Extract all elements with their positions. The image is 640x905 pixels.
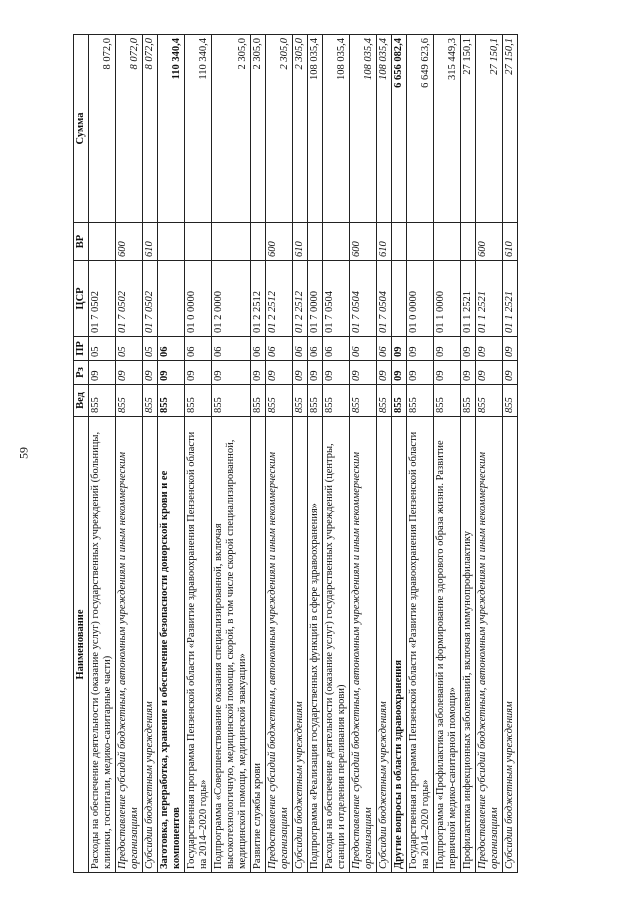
cell-sum: 27 150,1 bbox=[461, 35, 476, 223]
cell-rz: 09 bbox=[323, 361, 350, 385]
cell-ved: 855 bbox=[89, 385, 116, 417]
cell-vr: 610 bbox=[503, 223, 518, 261]
table-row bbox=[407, 35, 434, 873]
cell-csr: 01 7 0504 bbox=[323, 261, 350, 337]
table-row bbox=[323, 35, 350, 873]
cell-vr: 600 bbox=[116, 223, 143, 261]
table-header-row bbox=[74, 35, 89, 873]
cell-name: Заготовка, переработка, хранение и обеспечение безопасности донорской крови и ее компонентов bbox=[158, 417, 185, 873]
cell-name: Субсидии бюджетным учреждениям bbox=[293, 417, 308, 873]
cell-csr: 01 0 0000 bbox=[407, 261, 434, 337]
cell-rz: 09 bbox=[503, 361, 518, 385]
cell-sum: 2 305,0 bbox=[266, 35, 293, 223]
header-vr: ВР bbox=[74, 223, 89, 261]
cell-rz: 09 bbox=[251, 361, 266, 385]
cell-vr: 610 bbox=[377, 223, 392, 261]
cell-csr: 01 7 0504 bbox=[350, 261, 377, 337]
cell-sum: 108 035,4 bbox=[350, 35, 377, 223]
cell-csr: 01 7 0000 bbox=[308, 261, 323, 337]
cell-csr: 01 2 2512 bbox=[251, 261, 266, 337]
cell-vr bbox=[251, 223, 266, 261]
cell-sum: 2 305,0 bbox=[251, 35, 266, 223]
cell-vr bbox=[392, 223, 407, 261]
cell-vr: 610 bbox=[293, 223, 308, 261]
cell-name: Расходы на обеспечение деятельности (оказание услуг) государственных учреждений (больницы, клиники, госпитали, медико-санитарные части) bbox=[89, 417, 116, 873]
cell-vr bbox=[323, 223, 350, 261]
page-number: 59 bbox=[16, 447, 31, 459]
table-row bbox=[89, 35, 116, 873]
cell-ved: 855 bbox=[476, 385, 503, 417]
cell-sum: 108 035,4 bbox=[377, 35, 392, 223]
table-row bbox=[377, 35, 392, 873]
cell-vr bbox=[89, 223, 116, 261]
cell-pr: 09 bbox=[407, 337, 434, 361]
cell-name: Предоставление субсидий бюджетным, автономным учреждениям и иным некоммерческим организациям bbox=[476, 417, 503, 873]
cell-pr: 06 bbox=[293, 337, 308, 361]
cell-vr: 600 bbox=[266, 223, 293, 261]
cell-sum: 110 340,4 bbox=[185, 35, 212, 223]
cell-ved: 855 bbox=[323, 385, 350, 417]
cell-csr: 01 7 0502 bbox=[143, 261, 158, 337]
cell-rz: 09 bbox=[266, 361, 293, 385]
cell-vr: 600 bbox=[476, 223, 503, 261]
cell-pr: 06 bbox=[212, 337, 251, 361]
cell-vr bbox=[434, 223, 461, 261]
header-pr: ПР bbox=[74, 337, 89, 361]
cell-vr bbox=[308, 223, 323, 261]
table-row bbox=[158, 35, 185, 873]
cell-rz: 09 bbox=[185, 361, 212, 385]
cell-pr: 09 bbox=[503, 337, 518, 361]
cell-pr: 06 bbox=[308, 337, 323, 361]
cell-pr: 09 bbox=[476, 337, 503, 361]
cell-csr: 01 7 0502 bbox=[89, 261, 116, 337]
cell-rz: 09 bbox=[158, 361, 185, 385]
cell-csr: 01 1 0000 bbox=[434, 261, 461, 337]
cell-vr bbox=[407, 223, 434, 261]
cell-pr: 06 bbox=[377, 337, 392, 361]
header-sum: Сумма bbox=[74, 35, 89, 223]
cell-name: Субсидии бюджетным учреждениям bbox=[143, 417, 158, 873]
table-row bbox=[392, 35, 407, 873]
budget-table bbox=[73, 34, 518, 873]
cell-sum: 6 656 082,4 bbox=[392, 35, 407, 223]
table-row bbox=[461, 35, 476, 873]
header-name: Наименование bbox=[74, 417, 89, 873]
cell-name: Подпрограмма «Совершенствование оказания специализированной, включая высокотехнологичную, медицинской помощи, скорой, в том числе скорой специализированной, медицинской помощи, медицинской эвакуации» bbox=[212, 417, 251, 873]
cell-ved: 855 bbox=[293, 385, 308, 417]
header-rz: Рз bbox=[74, 361, 89, 385]
cell-pr: 06 bbox=[158, 337, 185, 361]
cell-name: Развитие службы крови bbox=[251, 417, 266, 873]
cell-sum: 27 150,1 bbox=[476, 35, 503, 223]
cell-ved: 855 bbox=[158, 385, 185, 417]
cell-sum: 8 072,0 bbox=[116, 35, 143, 223]
cell-rz: 09 bbox=[212, 361, 251, 385]
cell-vr bbox=[461, 223, 476, 261]
cell-rz: 09 bbox=[89, 361, 116, 385]
cell-csr bbox=[392, 261, 407, 337]
cell-vr bbox=[158, 223, 185, 261]
cell-pr: 06 bbox=[251, 337, 266, 361]
cell-csr: 01 2 0000 bbox=[212, 261, 251, 337]
cell-vr: 610 bbox=[143, 223, 158, 261]
cell-sum: 2 305,0 bbox=[293, 35, 308, 223]
cell-ved: 855 bbox=[461, 385, 476, 417]
cell-pr: 06 bbox=[266, 337, 293, 361]
header-ved: Вед bbox=[74, 385, 89, 417]
rotated-table-container bbox=[73, 35, 571, 873]
cell-csr: 01 2 2512 bbox=[293, 261, 308, 337]
cell-pr: 05 bbox=[116, 337, 143, 361]
cell-ved: 855 bbox=[434, 385, 461, 417]
cell-rz: 09 bbox=[461, 361, 476, 385]
cell-sum: 6 649 623,6 bbox=[407, 35, 434, 223]
cell-name: Предоставление субсидий бюджетным, автономным учреждениям и иным некоммерческим организациям bbox=[116, 417, 143, 873]
table-row bbox=[476, 35, 503, 873]
table-row bbox=[212, 35, 251, 873]
cell-name: Профилактика инфекционных заболеваний, включая иммунопрофилактику bbox=[461, 417, 476, 873]
cell-ved: 855 bbox=[212, 385, 251, 417]
cell-name: Расходы на обеспечение деятельности (оказание услуг) государственных учреждений (центры, станции и отделения переливания крови) bbox=[323, 417, 350, 873]
cell-name: Предоставление субсидий бюджетным, автономным учреждениям и иным некоммерческим организациям bbox=[350, 417, 377, 873]
table-row bbox=[350, 35, 377, 873]
cell-sum: 108 035,4 bbox=[308, 35, 323, 223]
table-row bbox=[143, 35, 158, 873]
table-row bbox=[503, 35, 518, 873]
cell-pr: 06 bbox=[185, 337, 212, 361]
cell-csr: 01 7 0504 bbox=[377, 261, 392, 337]
cell-ved: 855 bbox=[377, 385, 392, 417]
cell-name: Другие вопросы в области здравоохранения bbox=[392, 417, 407, 873]
cell-rz: 09 bbox=[308, 361, 323, 385]
cell-csr: 01 1 2521 bbox=[503, 261, 518, 337]
table-body bbox=[89, 35, 518, 873]
cell-ved: 855 bbox=[392, 385, 407, 417]
cell-name: Государственная программа Пензенской области «Развитие здравоохранения Пензенской области на 2014–2020 годы» bbox=[185, 417, 212, 873]
cell-rz: 09 bbox=[293, 361, 308, 385]
cell-ved: 855 bbox=[407, 385, 434, 417]
cell-pr: 05 bbox=[89, 337, 116, 361]
cell-name: Предоставление субсидий бюджетным, автономным учреждениям и иным некоммерческим организациям bbox=[266, 417, 293, 873]
cell-pr: 09 bbox=[392, 337, 407, 361]
table-row bbox=[251, 35, 266, 873]
cell-name: Государственная программа Пензенской области «Развитие здравоохранения Пензенской области на 2014–2020 годы» bbox=[407, 417, 434, 873]
table-row bbox=[185, 35, 212, 873]
cell-name: Подпрограмма «Реализация государственных функций в сфере здравоохранения» bbox=[308, 417, 323, 873]
cell-rz: 09 bbox=[143, 361, 158, 385]
cell-ved: 855 bbox=[185, 385, 212, 417]
cell-ved: 855 bbox=[251, 385, 266, 417]
cell-ved: 855 bbox=[116, 385, 143, 417]
cell-rz: 09 bbox=[377, 361, 392, 385]
cell-csr bbox=[158, 261, 185, 337]
cell-sum: 110 340,4 bbox=[158, 35, 185, 223]
cell-sum: 315 449,3 bbox=[434, 35, 461, 223]
cell-name: Субсидии бюджетным учреждениям bbox=[377, 417, 392, 873]
cell-sum: 8 072,0 bbox=[143, 35, 158, 223]
cell-pr: 06 bbox=[323, 337, 350, 361]
cell-rz: 09 bbox=[392, 361, 407, 385]
cell-ved: 855 bbox=[350, 385, 377, 417]
cell-csr: 01 1 2521 bbox=[476, 261, 503, 337]
cell-ved: 855 bbox=[266, 385, 293, 417]
table-row bbox=[266, 35, 293, 873]
cell-ved: 855 bbox=[143, 385, 158, 417]
cell-pr: 06 bbox=[350, 337, 377, 361]
cell-ved: 855 bbox=[308, 385, 323, 417]
cell-pr: 05 bbox=[143, 337, 158, 361]
cell-csr: 01 7 0502 bbox=[116, 261, 143, 337]
cell-rz: 09 bbox=[116, 361, 143, 385]
cell-name: Субсидии бюджетным учреждениям bbox=[503, 417, 518, 873]
cell-name: Подпрограмма «Профилактика заболеваний и формирование здорового образа жизни. Развитие первичной медико-санитарной помощи» bbox=[434, 417, 461, 873]
table-row bbox=[308, 35, 323, 873]
cell-sum: 8 072,0 bbox=[89, 35, 116, 223]
cell-vr bbox=[212, 223, 251, 261]
cell-sum: 27 150,1 bbox=[503, 35, 518, 223]
cell-sum: 2 305,0 bbox=[212, 35, 251, 223]
cell-pr: 09 bbox=[461, 337, 476, 361]
cell-vr: 600 bbox=[350, 223, 377, 261]
cell-ved: 855 bbox=[503, 385, 518, 417]
table-row bbox=[434, 35, 461, 873]
table-row bbox=[293, 35, 308, 873]
cell-pr: 09 bbox=[434, 337, 461, 361]
cell-vr bbox=[185, 223, 212, 261]
cell-rz: 09 bbox=[407, 361, 434, 385]
cell-rz: 09 bbox=[434, 361, 461, 385]
cell-rz: 09 bbox=[350, 361, 377, 385]
table-row bbox=[116, 35, 143, 873]
cell-rz: 09 bbox=[476, 361, 503, 385]
cell-csr: 01 1 2521 bbox=[461, 261, 476, 337]
cell-sum: 108 035,4 bbox=[323, 35, 350, 223]
cell-csr: 01 2 2512 bbox=[266, 261, 293, 337]
header-csr: ЦСР bbox=[74, 261, 89, 337]
cell-csr: 01 0 0000 bbox=[185, 261, 212, 337]
